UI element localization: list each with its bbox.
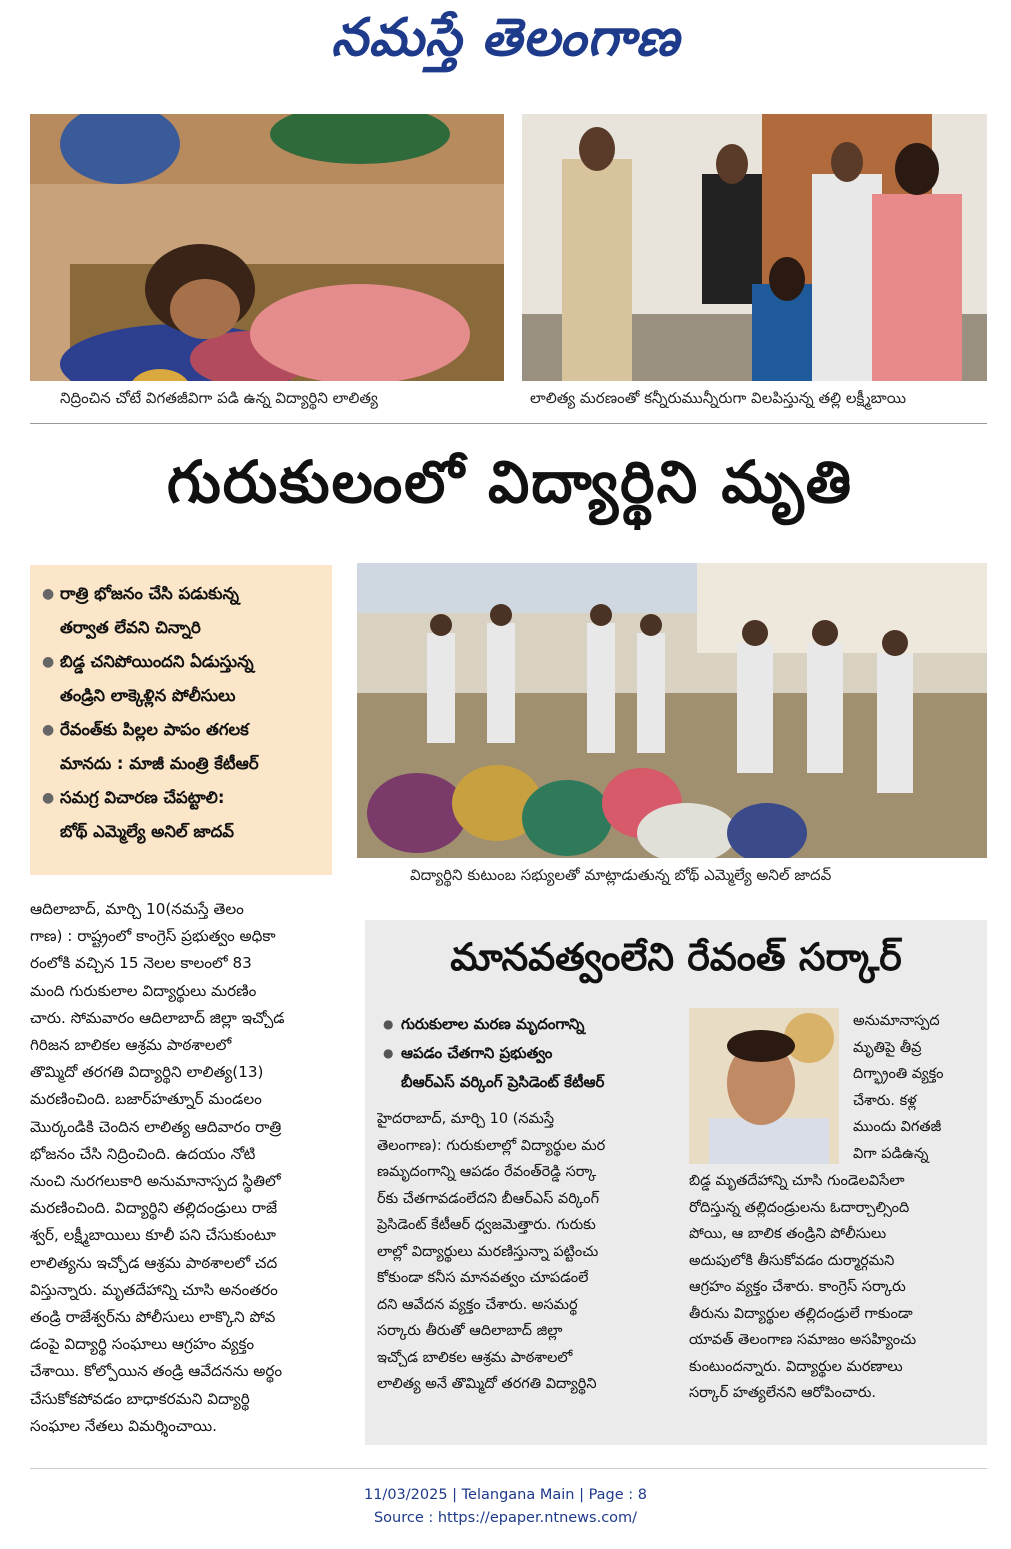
text-line: ఆదిలాబాద్, మార్చి 10(నమస్తే తెలం — [30, 900, 244, 918]
text-line: చేశాయి. కోల్పోయిన తండ్రి ఆవేదనను అర్థం — [30, 1362, 283, 1381]
text-line: రంలోకి వచ్చిన 15 నెలల కాలంలో 83 — [30, 954, 252, 973]
text-line: సర్కార్ హత్యలేనని ఆరోపించారు. — [689, 1385, 877, 1401]
text-line: లాల్లో విద్యార్థులు మరణిస్తున్నా పట్టించు — [377, 1243, 599, 1260]
text-line: చేసుకోకపోవడం బాధాకరమని విద్యార్థి — [30, 1389, 250, 1408]
text-line: తండ్రి రాజేశ్వర్‌ను పోలీసులు లాక్కొని పోవ — [30, 1308, 276, 1327]
text-line: లాలిత్యను ఇచ్చోడ ఆశ్రమ పాఠశాలలో చద — [30, 1253, 278, 1272]
text-line: మరణించింది. విద్యార్థిని తల్లిదండ్రులు రాజే — [30, 1199, 278, 1218]
text-line: గిరిజన బాలికల ఆశ్రమ పాఠశాలలో — [30, 1036, 232, 1055]
text-line: మృతిపై తీవ్ర — [853, 1039, 922, 1056]
text-line: మంది గురుకులాల విద్యార్థులు మరణిం — [30, 981, 257, 1000]
text-line: డంపై విద్యార్థి సంఘాలు ఆగ్రహం వ్యక్తం — [30, 1335, 255, 1354]
text-line: చేశారు. కళ్ల — [853, 1092, 917, 1109]
text-line: అదుపులోకి తీసుకోవడం దుర్మార్గమని — [689, 1252, 895, 1269]
text-line: విస్తున్నారు. మృతదేహాన్ని చూసి అనంతరం — [30, 1280, 278, 1299]
text-line: రోదిస్తున్న తల్లిదండ్రులను ఓదార్చాల్సింది — [689, 1199, 910, 1216]
text-line: విగా పడిఉన్న — [853, 1145, 929, 1162]
text-line: బిడ్డ మృతదేహాన్ని చూసి గుండెలవిసేలా — [689, 1173, 905, 1189]
footer-divider — [30, 1468, 987, 1469]
caption-mla-meeting: విద్యార్థిని కుటుంబ సభ్యులతో మాట్లాడుతున్న బోథ్ ఎమ్మెల్యే అనిల్ జాదవ్ — [410, 866, 832, 884]
text-line: ప్రెసిడెంట్ కేటీఆర్ ధ్వజమెత్తారు. గురుకు — [377, 1217, 596, 1233]
text-line: తొమ్మిదో తరగతి విద్యార్థిని లాలిత్య(13) — [30, 1063, 264, 1082]
text-line: శ్వర్, లక్ష్మీబాయిలు కూలీ పని చేసుకుంటూ — [30, 1226, 276, 1245]
text-line: ర్‌కు చేతగావడంలేదని బీఆర్‌ఎస్ వర్కింగ్ — [377, 1190, 600, 1207]
text-line: చారు. సోమవారం ఆదిలాబాద్ జిల్లా ఇచ్చోడ — [30, 1008, 285, 1027]
divider — [30, 423, 987, 424]
sidebar-bullet: ● ఆపడం చేతగాని ప్రభుత్వం బీఆర్‌ఎస్ వర్కింగ్ ప్రెసిడెంట్ కేటీఆర్ — [383, 1044, 605, 1091]
text-line: ఆగ్రహం వ్యక్తం చేశారు. కాంగ్రెస్ సర్కారు — [689, 1279, 906, 1295]
highlight-item: ● సమగ్ర విచారణ చేపట్టాలి: బోథ్ ఎమ్మెల్యే అనిల్ జాదవ్ — [42, 788, 235, 841]
masthead: నమస్తే తెలంగాణ — [331, 8, 680, 68]
text-line: సర్కారు తీరుతో ఆదిలాబాద్ జిల్లా — [377, 1323, 563, 1339]
text-line: సంఘాల నేతలు విమర్శించాయి. — [30, 1416, 217, 1435]
text-line: గాణ) : రాష్ట్రంలో కాంగ్రెస్ ప్రభుత్వం అధికా — [30, 927, 276, 946]
text-line: తెలంగాణ): గురుకులాల్లో విద్యార్థుల మర — [377, 1137, 606, 1154]
text-line: మరణించింది. బజార్‌హత్నూర్ మండలం — [30, 1090, 262, 1109]
text-line: పోయి, ఆ బాలిక తండ్రిని పోలీసులు — [689, 1226, 887, 1242]
text-line: మొర్కండికి చెందిన లాలిత్య ఆదివారం రాత్రి — [30, 1117, 282, 1136]
photo-student-lying — [30, 114, 504, 381]
photo-mla-meeting-family — [357, 563, 987, 858]
text-line: భోజనం చేసి నిద్రించింది. ఉదయం నోటి — [30, 1144, 256, 1163]
highlight-item: ● రాత్రి భోజనం చేసి పడుకున్న తర్వాత లేవని చిన్నారి — [42, 584, 239, 637]
text-line: తీరును విద్యార్థుల తల్లిదండ్రులే గాకుండా — [689, 1305, 913, 1322]
text-line: దని ఆవేదన వ్యక్తం చేశారు. అసమర్థ — [377, 1296, 578, 1313]
text-line: నుంచి నురగలుకారి అనుమానాస్పద స్థితిలో — [30, 1172, 281, 1191]
text-line: దిగ్భ్రాంతి వ్యక్తం — [853, 1066, 944, 1082]
highlight-item: ● బిడ్డ చనిపోయిందని ఏడుస్తున్న తండ్రిని లాక్కెళ్లిన పోలీసులు — [42, 652, 254, 705]
main-story-body — [30, 896, 332, 1440]
highlights-box — [30, 565, 332, 875]
caption-mother-crying: లాలిత్య మరణంతో కన్నీరుమున్నీరుగా విలపిస్తున్న తల్లి లక్ష్మీబాయి — [530, 389, 907, 407]
main-headline: గురుకులంలో విద్యార్థిని మృతి — [166, 448, 854, 516]
highlight-item: ● రేవంత్‌కు పిల్లల పాపం తగలక మానదు : మాజీ మంత్రి కేటీఆర్ — [42, 720, 259, 773]
footer-date-edition: 11/03/2025 | Telangana Main | Page : 8 — [363, 1487, 648, 1503]
text-line: కోకుండా కనీస మానవత్వం చూపడంలే — [377, 1270, 589, 1286]
footer-source: Source : https://epaper.ntnews.com/ — [373, 1510, 638, 1526]
text-line: ణమృదంగాన్ని ఆపడం రేవంత్‌రెడ్డి సర్కా — [377, 1164, 597, 1180]
text-line: హైదరాబాద్, మార్చి 10 (నమస్తే — [377, 1111, 555, 1127]
text-line: ఇచ్చోడ బాలికల ఆశ్రమ పాఠశాలలో — [377, 1349, 573, 1366]
text-line: కుంటుందన్నారు. విద్యార్థుల మరణాలు — [689, 1358, 903, 1375]
sidebar-right-column-bottom — [689, 1168, 975, 1407]
text-line: యావత్ తెలంగాణ సమాజం అసహ్యించు — [689, 1332, 917, 1348]
sidebar-ktr-story — [365, 920, 987, 1445]
caption-student-lying: నిద్రించిన చోటే విగతజీవిగా పడి ఉన్న విద్యార్థిని లాలిత్య — [60, 389, 378, 407]
photo-ktr-portrait — [689, 1008, 839, 1164]
text-line: ముందు విగతజీ — [853, 1119, 942, 1135]
sidebar-left-column — [377, 1106, 677, 1398]
sidebar-bullet: ● గురుకులాల మరణ మృదంగాన్ని — [383, 1015, 585, 1033]
text-line: అనుమానాస్పద — [853, 1013, 940, 1029]
photo-mother-crying — [522, 114, 987, 381]
sidebar-headline: మానవత్వంలేని రేవంత్ సర్కార్ — [450, 935, 902, 979]
sidebar-right-column-top — [853, 1008, 973, 1167]
text-line: లాలిత్య అనే తొమ్మిదో తరగతి విద్యార్థిని — [377, 1376, 597, 1392]
